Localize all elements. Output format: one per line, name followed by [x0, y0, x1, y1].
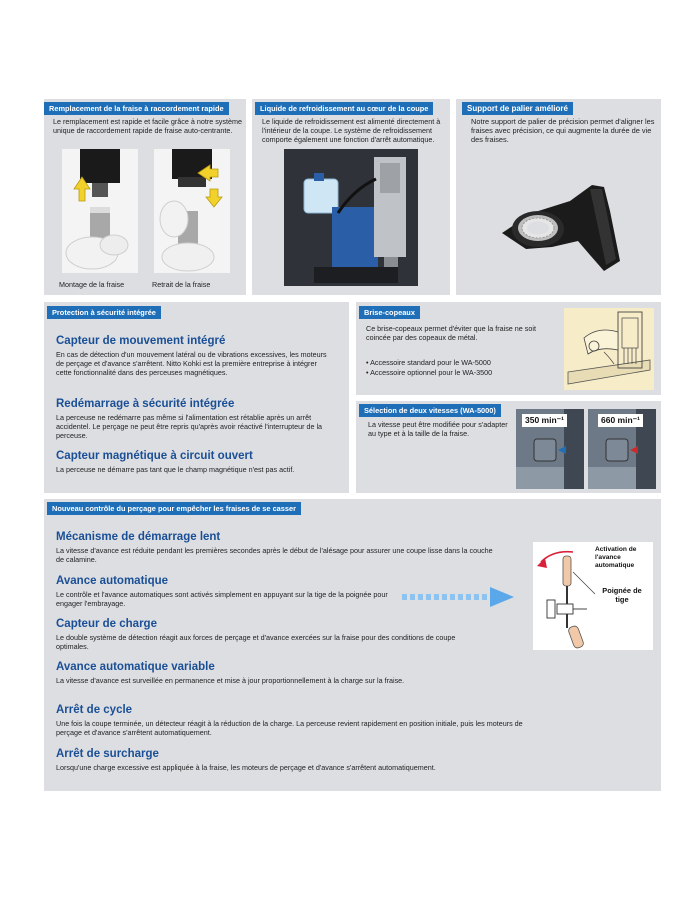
safety-heading-1: Capteur de mouvement intégré — [56, 335, 226, 347]
safety-text-3: La perceuse ne démarre pas tant que le champ magnétique n'est pas actif. — [56, 465, 295, 474]
control-text-1: La vitesse d'avance est réduite pendant les premières secondes après le début de l'alésage pour assurer une coupe lisse dans la couche de calamine. — [56, 546, 493, 565]
chipbreaker-title: Brise-copeaux — [359, 306, 420, 319]
control-panel — [44, 499, 661, 791]
speeds-panel — [356, 401, 661, 493]
diagram-label-handle: Poignée de tige — [602, 586, 642, 604]
coolant-text: Le liquide de refroidissement est alimenté directement à l'intérieur de la coupe. Le système de refroidissement comporte également une fonction d'arrêt automatique. — [262, 117, 441, 145]
bearing-panel — [456, 99, 661, 295]
speed-label-660: 660 min⁻¹ — [598, 414, 643, 427]
bearing-text: Notre support de palier de précision permet d'aligner les fraises avec précision, ce qui augmente la durée de vie des fraises. — [471, 117, 655, 145]
pointer-arrow-icon — [402, 587, 514, 607]
control-title: Nouveau contrôle du perçage pour empêcher les fraises de se casser — [47, 502, 301, 515]
cutter-mount-photo — [62, 149, 138, 273]
safety-text-2: La perceuse ne redémarre pas même si l'alimentation est rétablie après un arrêt accidentel. Le perçage ne peut être repris qu'après avoir réactivé l'interrupteur de la perceuse. — [56, 413, 323, 441]
bearing-title: Support de palier amélioré — [462, 102, 573, 115]
caption-remove: Retrait de la fraise — [152, 280, 211, 289]
cutter-remove-photo — [154, 149, 230, 273]
speeds-text: La vitesse peut être modifiée pour s'adapter au type et à la taille de la fraise. — [368, 420, 508, 439]
chipbreaker-text: Ce brise-copeaux permet d'éviter que la fraise ne soit coincée par des copeaux de métal. — [366, 324, 536, 343]
safety-panel — [44, 302, 349, 493]
control-text-2: Le contrôle et l'avance automatiques sont activés simplement en appuyant sur la tige de la poignée pour engager l'embrayage. — [56, 590, 388, 609]
bearing-bracket-image — [492, 171, 632, 281]
control-text-6: Lorsqu'une charge excessive est appliquée à la fraise, les moteurs de perçage et d'avance s'arrêtent automatiquement. — [56, 763, 436, 772]
safety-heading-3: Capteur magnétique à circuit ouvert — [56, 450, 253, 462]
chipbreaker-bullet-2: • Accessoire optionnel pour le WA-3500 — [366, 368, 493, 377]
coolant-panel — [252, 99, 450, 295]
chipbreaker-panel — [356, 302, 661, 395]
replacement-panel — [44, 99, 246, 295]
chipbreaker-illustration — [564, 308, 654, 390]
control-heading-6: Arrêt de surcharge — [56, 748, 159, 760]
control-heading-3: Capteur de charge — [56, 618, 157, 630]
safety-text-1: En cas de détection d'un mouvement latéral ou de vibrations excessives, les moteurs de perçage et d'avance s'arrêtent. Nitto Kohki est la première entreprise à intégrer cette fonctionnalité dans des perceuses magnétiques. — [56, 350, 327, 378]
control-heading-4: Avance automatique variable — [56, 661, 215, 673]
safety-heading-2: Redémarrage à sécurité intégrée — [56, 398, 235, 410]
speed-dial-660 — [588, 409, 656, 489]
speed-dial-350 — [516, 409, 584, 489]
control-heading-1: Mécanisme de démarrage lent — [56, 531, 221, 543]
control-text-5: Une fois la coupe terminée, un détecteur réagit à la réduction de la charge. La perceuse revient rapidement en position initiale, puis les moteurs de perçage et d'avance s'arrêtent automatiquement. — [56, 719, 523, 738]
coolant-title: Liquide de refroidissement au cœur de la coupe — [255, 102, 433, 115]
speed-label-350: 350 min⁻¹ — [522, 414, 567, 427]
chipbreaker-bullet-1: • Accessoire standard pour le WA-5000 — [366, 358, 491, 367]
drill-coolant-photo — [284, 149, 418, 286]
diagram-label-activation: Activation de l'avance automatique — [595, 546, 637, 569]
control-text-3: Le double système de détection réagit aux forces de perçage et d'avance exercées sur la fraise pour des conditions de coupe optimales. — [56, 633, 456, 652]
caption-mount: Montage de la fraise — [59, 280, 125, 289]
control-heading-2: Avance automatique — [56, 575, 169, 587]
safety-title: Protection à sécurité intégrée — [47, 306, 161, 319]
speeds-title: Sélection de deux vitesses (WA-5000) — [359, 404, 501, 417]
control-heading-5: Arrêt de cycle — [56, 704, 133, 716]
handle-diagram — [533, 542, 653, 650]
control-text-4: La vitesse d'avance est surveillée en permanence et mise à jour proportionnellement à la charge sur la fraise. — [56, 676, 405, 685]
replacement-title: Remplacement de la fraise à raccordement rapide — [44, 102, 229, 115]
replacement-text: Le remplacement est rapide et facile grâce à notre système unique de raccordement rapide de fraise auto-centrante. — [53, 117, 242, 136]
